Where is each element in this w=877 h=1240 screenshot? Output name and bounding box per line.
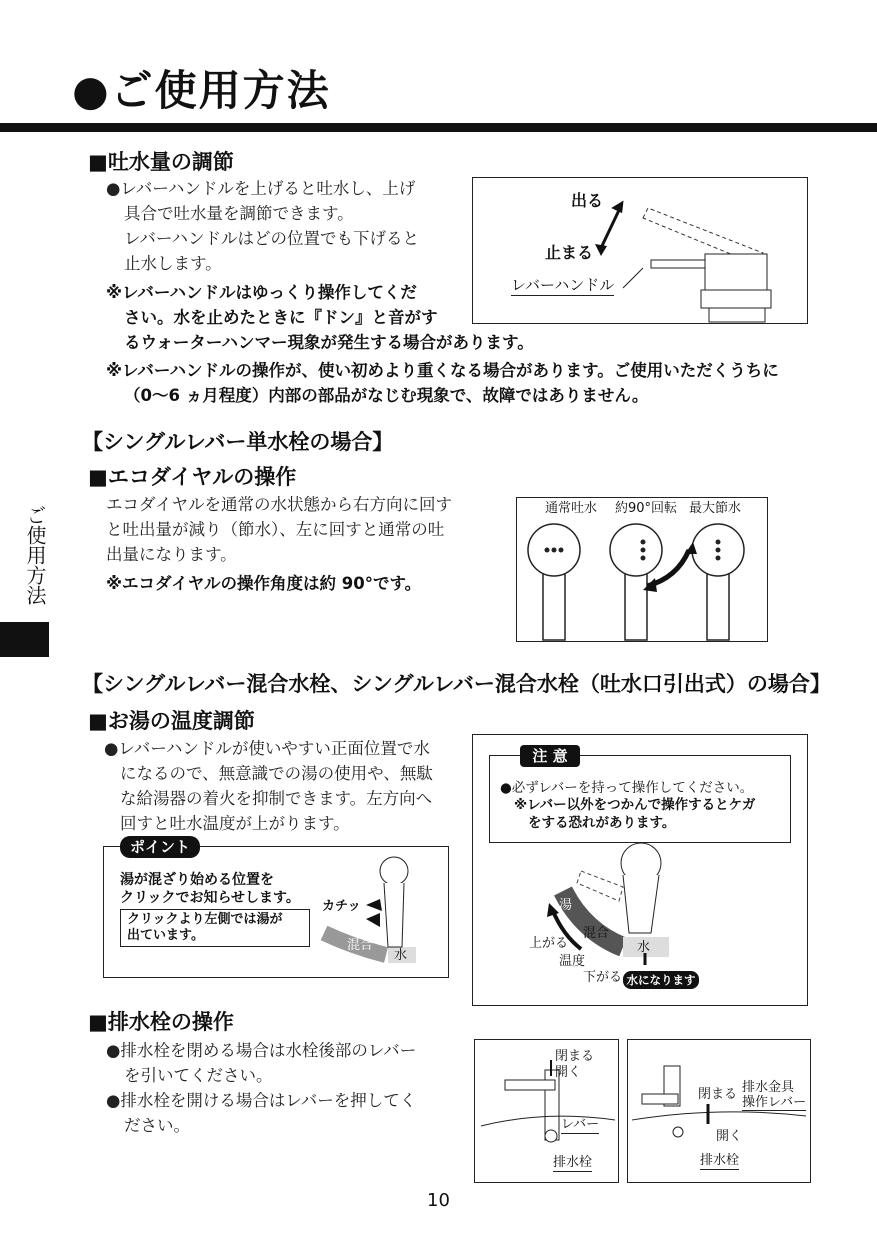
section-flow-heading: ■吐水量の調節: [88, 150, 234, 174]
flow-note-1: ※レバーハンドルはゆっくり操作してくだ さい。水を止めたときに『ドン』と音がす るウォーターハンマー現象が発生する場合があります。: [106, 283, 534, 352]
temperature-illustration: [473, 735, 807, 1005]
drain2-metal-lever: 排水金具 操作レバー: [742, 1080, 807, 1110]
point-label: ポイント: [120, 836, 200, 858]
fig-stop-label: 止まる: [545, 243, 594, 262]
drain1-stopper: 排水栓: [553, 1155, 593, 1170]
eco-normal-label: 通常吐水: [545, 501, 598, 516]
drain-figure-2: [627, 1039, 811, 1183]
drain2-stopper: 排水栓: [700, 1153, 740, 1168]
eco-dial-paragraph: エコダイヤルを通常の水状態から右方向に回す と吐出量が減り（節水）、左に回すと通常の吐 出量になります。: [106, 495, 453, 564]
eco-dial-figure: [516, 497, 768, 642]
drain2-close: 閉まる: [698, 1087, 738, 1102]
drain-figure-1: [474, 1039, 619, 1183]
lever-handle-figure: [472, 177, 808, 324]
page-number: 10: [427, 1190, 450, 1211]
drain1-open: 開く: [555, 1065, 582, 1080]
point-inner-note: クリックより左側では湯が 出ています。: [120, 909, 310, 947]
caution-label: 注 意: [520, 745, 580, 767]
point-text: 湯が混ざり始める位置を クリックでお知らせします。: [120, 872, 300, 906]
mix-label-2: 混合: [583, 926, 610, 941]
title-rule: [0, 123, 877, 132]
rise-label: 上がる: [529, 936, 569, 951]
drain2-open: 開く: [716, 1129, 743, 1144]
fig-up-label: 出る: [571, 191, 604, 210]
point-box: [103, 838, 449, 978]
water-label-2: 水: [637, 940, 651, 955]
drain1-close: 閉まる: [555, 1049, 595, 1064]
caution-line-1: ●必ずレバーを持って操作してください。: [500, 780, 754, 796]
hot-label: 湯: [559, 898, 573, 913]
eco-dial-note: ※エコダイヤルの操作角度は約 90°です。: [106, 574, 422, 593]
drain-illustration-1: [475, 1040, 618, 1182]
mix-label: 混合: [347, 938, 374, 953]
caution-line-2: ※レバー以外をつかんで操作するとケガ をする恐れがあります。: [514, 797, 756, 831]
caution-box: [472, 734, 808, 1006]
temp-label: 温度: [559, 954, 586, 969]
eco-dial-heading: ■エコダイヤルの操作: [88, 465, 297, 489]
water-label: 水: [394, 948, 408, 963]
temperature-paragraph: ●レバーハンドルが使いやすい正面位置で水 になるので、無意識での湯の使用や、無駄 な給湯器の着火を抑制できます。左方向へ 回すと吐水温度が上がります。: [104, 739, 433, 833]
eco-dial-illustration: [517, 498, 767, 641]
flow-paragraph: ●レバーハンドルを上げると吐水し、上げ 具合で吐水量を調節できます。 レバーハンドルはどの位置でも下げると 止水します。: [106, 179, 420, 273]
single-lever-heading: 【シングルレバー単水栓の場合】: [82, 430, 394, 454]
flow-note-2: ※レバーハンドルの操作が、使い初めより重くなる場合があります。ご使用いただくうちに （0〜6 ヵ月程度）内部の部品がなじむ現象で、故障ではありません。: [106, 361, 779, 405]
mixing-faucet-heading: 【シングルレバー混合水栓、シングルレバー混合水栓（吐水口引出式）の場合】: [82, 672, 831, 696]
fig-lever-label: レバーハンドル: [511, 276, 615, 294]
click-label: カチッ: [322, 899, 361, 914]
temperature-heading: ■お湯の温度調節: [88, 709, 255, 733]
drain1-lever: レバー: [561, 1117, 600, 1132]
eco-max-label: 最大節水: [689, 501, 742, 516]
eco-rotate-label: 約90°回転: [615, 501, 678, 516]
faucet-lever-illustration: [473, 178, 807, 323]
drain-paragraph: ●排水栓を閉める場合は水栓後部のレバー を引いてください。 ●排水栓を開ける場合はレバーを押してく ださい。: [106, 1041, 417, 1135]
fall-label: 下がる: [583, 970, 623, 985]
side-tab-marker: [0, 622, 49, 657]
side-tab-label: ご使用方法: [23, 505, 47, 605]
page-title: ●ご使用方法: [72, 66, 331, 115]
becomes-water-badge: 水になります: [623, 971, 699, 989]
drain-heading: ■排水栓の操作: [88, 1010, 234, 1034]
